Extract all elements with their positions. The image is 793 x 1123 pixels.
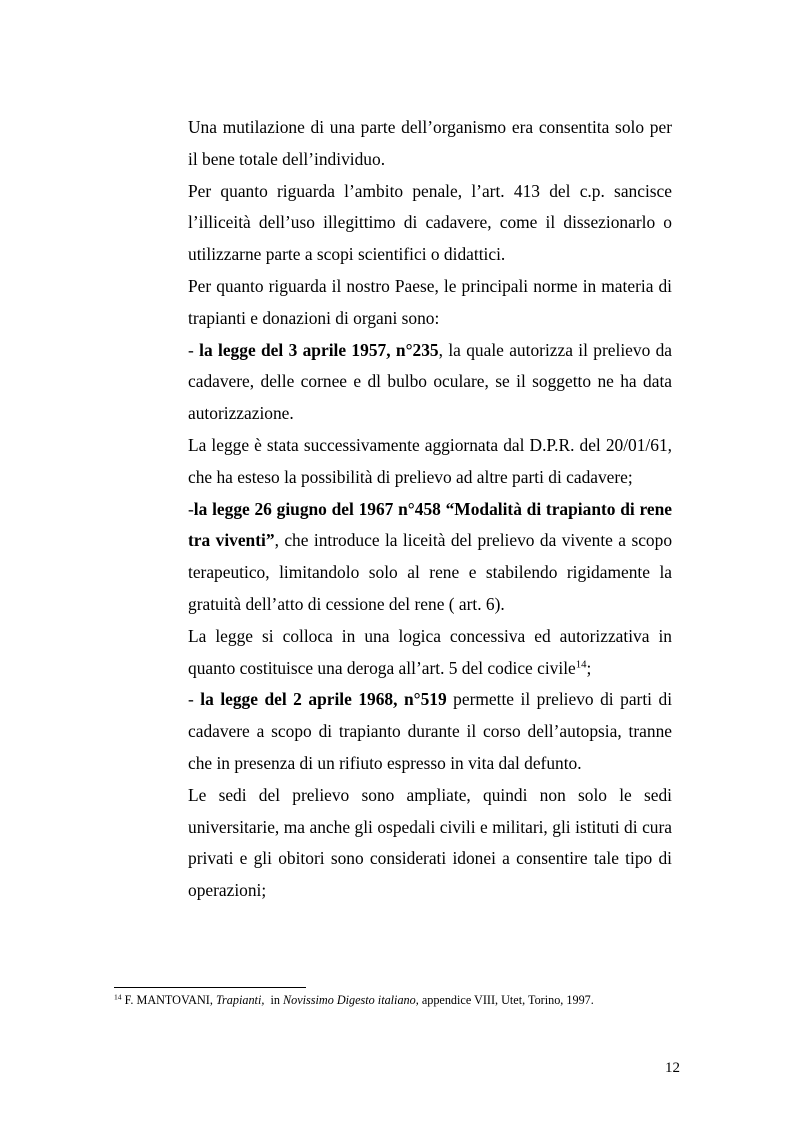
paragraph-text: Una mutilazione di una parte dell’organismo era consentita solo per il bene totale dell’individuo.	[188, 117, 672, 169]
paragraph	[188, 430, 672, 494]
footnote-title: Trapianti,	[215, 993, 265, 1007]
paragraph-text: permette il prelievo di parti di cadavere a scopo di trapianto durante il corso dell’autopsia, tranne che in presenza di un rifiuto espresso in vita dal defunto.	[188, 689, 673, 773]
law-title: la legge 26 giugno del 1967 n°458 “Modalità di trapianto di rene tra viventi”	[188, 498, 672, 551]
page-number: 12	[665, 1060, 680, 1076]
paragraph-text: -	[188, 339, 200, 360]
footnote-author: F. MANTOVANI,	[121, 993, 216, 1007]
paragraph-text: La legge è stata successivamente aggiornata dal D.P.R. del 20/01/61, che ha esteso la possibilità di prelievo ad altre parti di cadavere;	[188, 434, 672, 487]
footnote	[114, 993, 714, 1008]
paragraph-text: La legge si colloca in una logica concessiva ed autorizzativa in quanto costituisce una deroga all’art. 5 del codice civile	[188, 625, 672, 678]
paragraph	[188, 335, 672, 430]
footnote-work: Novissimo Digesto italiano,	[283, 993, 419, 1007]
paragraph	[188, 621, 672, 685]
footnote-details: appendice VIII, Utet, Torino, 1997.	[418, 993, 594, 1007]
paragraph-text: , che introduce la liceità del prelievo da vivente a scopo terapeutico, limitandolo solo al rene e stabilendo rigidamente la gratuità dell’atto di cessione del rene ( art. 6).	[188, 530, 673, 614]
footnote-reference: 14	[575, 657, 587, 670]
paragraph	[188, 112, 672, 176]
paragraph-text: -	[188, 689, 201, 710]
paragraph-text: ;	[586, 657, 592, 678]
paragraph-text: , la quale autorizza il prelievo da cadavere, delle cornee e dl bulbo oculare, se il soggetto ne ha data autorizzazione.	[188, 339, 673, 424]
paragraph-text: -	[188, 498, 194, 519]
paragraph	[188, 684, 672, 779]
footnote-in: in	[264, 993, 284, 1007]
paragraph-text: Per quanto riguarda il nostro Paese, le principali norme in materia di trapianti e donazioni di organi sono:	[188, 275, 672, 328]
law-title: la legge del 3 aprile 1957, n°235	[199, 339, 439, 360]
footnote-separator	[114, 987, 306, 988]
paragraph-text: Le sedi del prelievo sono ampliate, quindi non solo le sedi universitarie, ma anche gli ospedali civili e militari, gli istituti di cura privati e gli obitori sono considerati idonei a consentire tale tipo di operazioni;	[188, 784, 672, 901]
body-text	[188, 112, 672, 907]
paragraph	[188, 780, 672, 907]
paragraph	[188, 494, 672, 621]
paragraph-text: Per quanto riguarda l’ambito penale, l’art. 413 del c.p. sancisce l’illiceità dell’uso illegittimo di cadavere, come il dissezionarlo o utilizzarne parte a scopi scientifici o didattici.	[188, 180, 672, 265]
paragraph	[188, 176, 672, 271]
law-title: la legge del 2 aprile 1968, n°519	[200, 689, 447, 710]
paragraph	[188, 271, 672, 335]
footnote-number: 14	[114, 992, 122, 1002]
